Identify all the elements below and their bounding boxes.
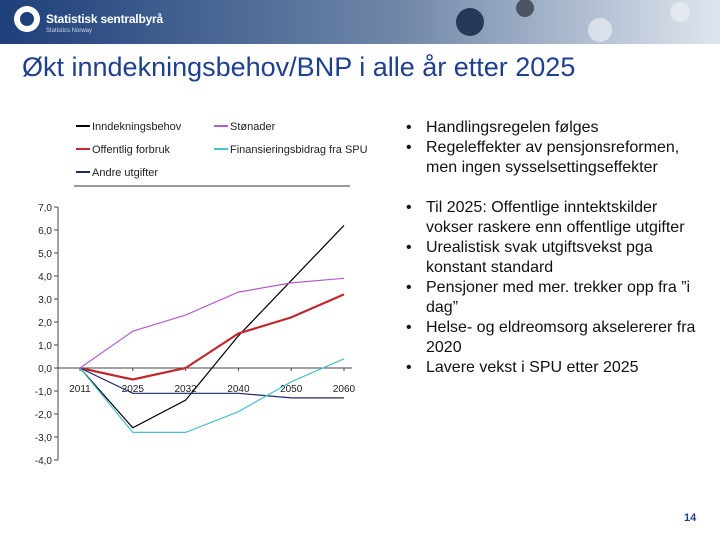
- y-tick-label: 7,0: [38, 203, 52, 214]
- bullet-item: • Helse- og eldreomsorg akselererer fra 2020: [404, 318, 704, 358]
- chart-panel: [22, 110, 382, 490]
- bullet-item: • Regeleffekter av pensjonsreformen, men ingen sysselsettingseffekter: [404, 138, 704, 178]
- y-tick-label: 4,0: [38, 272, 52, 283]
- bullet-item: • Til 2025: Offentlige inntektskilder vokser raskere enn offentlige utgifter: [404, 198, 704, 238]
- logo-name: Statistisk sentralbyrå: [46, 12, 163, 26]
- series-line: [80, 368, 344, 398]
- legend-label: Inndekningsbehov: [92, 121, 182, 133]
- x-tick-label: 2060: [332, 384, 356, 395]
- y-tick-label: 6,0: [38, 226, 52, 237]
- bullet-list: [404, 118, 704, 378]
- bullet-spacer: [404, 178, 704, 198]
- x-tick-label: 2032: [174, 384, 197, 395]
- series-line: [80, 359, 344, 433]
- x-tick-label: 2025: [121, 384, 144, 395]
- logo-subtitle: Statistics Norway: [46, 28, 93, 34]
- y-tick-label: 1,0: [38, 341, 52, 352]
- y-tick-label: 5,0: [38, 249, 52, 260]
- y-tick-label: -4,0: [34, 456, 52, 467]
- legend-label: Stønader: [230, 121, 276, 133]
- x-tick-label: 2050: [280, 384, 303, 395]
- y-tick-label: -3,0: [34, 433, 52, 444]
- series-line: [80, 294, 344, 379]
- legend-label: Andre utgifter: [92, 167, 159, 179]
- series-line: [80, 278, 344, 368]
- y-tick-label: -1,0: [34, 387, 52, 398]
- legend-label: Finansieringsbidrag fra SPU: [230, 144, 368, 156]
- page-number: 14: [684, 512, 697, 524]
- y-tick-label: 0,0: [38, 364, 52, 375]
- bullet-item: • Urealistisk svak utgiftsvekst pga konstant standard: [404, 238, 704, 278]
- x-tick-label: 2011: [69, 384, 91, 395]
- y-tick-label: 2,0: [38, 318, 52, 329]
- header-banner: [0, 0, 720, 44]
- bullet-item: • Lavere vekst i SPU etter 2025: [404, 358, 704, 378]
- logo-icon: [14, 6, 40, 32]
- x-tick-label: 2040: [227, 384, 250, 395]
- legend-label: Offentlig forbruk: [92, 144, 171, 156]
- y-tick-label: 3,0: [38, 295, 52, 306]
- bullet-item: • Pensjoner med mer. trekker opp fra ”i dag”: [404, 278, 704, 318]
- slide-title: Økt inndekningsbehov/BNP i alle år etter 2025: [22, 52, 576, 82]
- bullet-item: • Handlingsregelen følges: [404, 118, 704, 138]
- y-tick-label: -2,0: [34, 410, 52, 421]
- line-chart: [22, 110, 382, 490]
